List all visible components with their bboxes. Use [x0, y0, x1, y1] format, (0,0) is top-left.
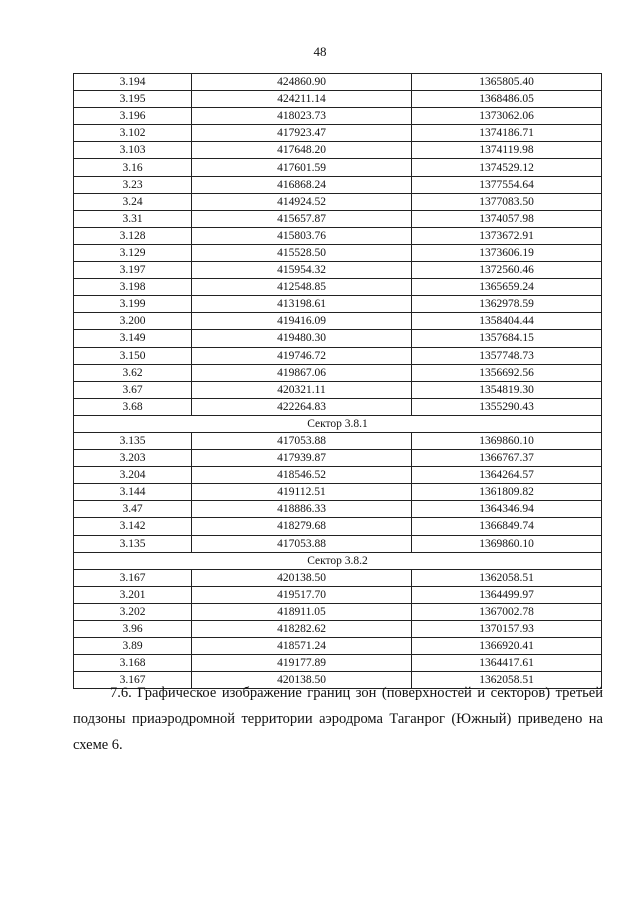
y-coordinate-cell: 1361809.82 [412, 484, 602, 501]
sector-header-row [74, 552, 602, 569]
y-coordinate-cell: 1358404.44 [412, 313, 602, 330]
point-number-cell: 3.199 [74, 296, 192, 313]
point-number-cell: 3.129 [74, 244, 192, 261]
point-number-cell: 3.47 [74, 501, 192, 518]
table-row [74, 432, 602, 449]
point-number-cell: 3.203 [74, 450, 192, 467]
point-number-cell: 3.195 [74, 91, 192, 108]
x-coordinate-cell: 413198.61 [192, 296, 412, 313]
x-coordinate-cell: 419480.30 [192, 330, 412, 347]
y-coordinate-cell: 1370157.93 [412, 621, 602, 638]
table-row [74, 518, 602, 535]
x-coordinate-cell: 412548.85 [192, 279, 412, 296]
point-number-cell: 3.201 [74, 586, 192, 603]
y-coordinate-cell: 1372560.46 [412, 262, 602, 279]
table-row [74, 296, 602, 313]
point-number-cell: 3.24 [74, 193, 192, 210]
point-number-cell: 3.197 [74, 262, 192, 279]
sector-label: Сектор 3.8.2 [74, 552, 602, 569]
y-coordinate-cell: 1362058.51 [412, 569, 602, 586]
y-coordinate-cell: 1374529.12 [412, 159, 602, 176]
point-number-cell: 3.200 [74, 313, 192, 330]
table-row [74, 227, 602, 244]
point-number-cell: 3.135 [74, 432, 192, 449]
point-number-cell: 3.135 [74, 535, 192, 552]
y-coordinate-cell: 1366849.74 [412, 518, 602, 535]
table-row [74, 569, 602, 586]
x-coordinate-cell: 417053.88 [192, 535, 412, 552]
y-coordinate-cell: 1373672.91 [412, 227, 602, 244]
page-number: 48 [313, 44, 327, 59]
x-coordinate-cell: 417053.88 [192, 432, 412, 449]
x-coordinate-cell: 418911.05 [192, 603, 412, 620]
table-row [74, 142, 602, 159]
y-coordinate-cell: 1368486.05 [412, 91, 602, 108]
table-row [74, 313, 602, 330]
y-coordinate-cell: 1374057.98 [412, 210, 602, 227]
table-row [74, 244, 602, 261]
table-row [74, 586, 602, 603]
y-coordinate-cell: 1369860.10 [412, 535, 602, 552]
table-row [74, 125, 602, 142]
y-coordinate-cell: 1364417.61 [412, 655, 602, 672]
x-coordinate-cell: 417923.47 [192, 125, 412, 142]
table-row [74, 347, 602, 364]
table-row [74, 108, 602, 125]
x-coordinate-cell: 416868.24 [192, 176, 412, 193]
point-number-cell: 3.168 [74, 655, 192, 672]
x-coordinate-cell: 418279.68 [192, 518, 412, 535]
point-number-cell: 3.96 [74, 621, 192, 638]
y-coordinate-cell: 1357684.15 [412, 330, 602, 347]
point-number-cell: 3.31 [74, 210, 192, 227]
body-paragraph: 7.6. Графическое изображение границ зон (поверхностей и секторов) третьей подзоны приаэродромной территории аэродрома Таганрог (Южный) приведено на схеме 6. [73, 685, 603, 753]
y-coordinate-cell: 1369860.10 [412, 432, 602, 449]
x-coordinate-cell: 418023.73 [192, 108, 412, 125]
table-row [74, 603, 602, 620]
point-number-cell: 3.198 [74, 279, 192, 296]
table-row [74, 621, 602, 638]
y-coordinate-cell: 1362058.51 [412, 672, 602, 689]
point-number-cell: 3.128 [74, 227, 192, 244]
y-coordinate-cell: 1354819.30 [412, 381, 602, 398]
coordinates-table [73, 73, 602, 689]
y-coordinate-cell: 1356692.56 [412, 364, 602, 381]
y-coordinate-cell: 1365659.24 [412, 279, 602, 296]
y-coordinate-cell: 1364264.57 [412, 467, 602, 484]
table-row [74, 210, 602, 227]
y-coordinate-cell: 1362978.59 [412, 296, 602, 313]
x-coordinate-cell: 419177.89 [192, 655, 412, 672]
x-coordinate-cell: 422264.83 [192, 398, 412, 415]
point-number-cell: 3.89 [74, 638, 192, 655]
y-coordinate-cell: 1366767.37 [412, 450, 602, 467]
y-coordinate-cell: 1377083.50 [412, 193, 602, 210]
table-row [74, 330, 602, 347]
x-coordinate-cell: 417601.59 [192, 159, 412, 176]
table-row [74, 398, 602, 415]
x-coordinate-cell: 420321.11 [192, 381, 412, 398]
point-number-cell: 3.103 [74, 142, 192, 159]
coordinates-table-body [74, 74, 602, 689]
y-coordinate-cell: 1374186.71 [412, 125, 602, 142]
y-coordinate-cell: 1364346.94 [412, 501, 602, 518]
x-coordinate-cell: 424860.90 [192, 74, 412, 91]
point-number-cell: 3.23 [74, 176, 192, 193]
x-coordinate-cell: 418886.33 [192, 501, 412, 518]
x-coordinate-cell: 418571.24 [192, 638, 412, 655]
x-coordinate-cell: 420138.50 [192, 569, 412, 586]
point-number-cell: 3.167 [74, 569, 192, 586]
table-row [74, 467, 602, 484]
table-row [74, 655, 602, 672]
y-coordinate-cell: 1367002.78 [412, 603, 602, 620]
y-coordinate-cell: 1374119.98 [412, 142, 602, 159]
x-coordinate-cell: 417939.87 [192, 450, 412, 467]
x-coordinate-cell: 419746.72 [192, 347, 412, 364]
x-coordinate-cell: 415954.32 [192, 262, 412, 279]
table-row [74, 535, 602, 552]
table-row [74, 193, 602, 210]
x-coordinate-cell: 415803.76 [192, 227, 412, 244]
x-coordinate-cell: 415528.50 [192, 244, 412, 261]
y-coordinate-cell: 1373606.19 [412, 244, 602, 261]
table-row [74, 484, 602, 501]
table-row [74, 279, 602, 296]
x-coordinate-cell: 419867.06 [192, 364, 412, 381]
point-number-cell: 3.196 [74, 108, 192, 125]
table-row [74, 159, 602, 176]
x-coordinate-cell: 418282.62 [192, 621, 412, 638]
point-number-cell: 3.62 [74, 364, 192, 381]
table-row [74, 501, 602, 518]
sector-label: Сектор 3.8.1 [74, 415, 602, 432]
y-coordinate-cell: 1364499.97 [412, 586, 602, 603]
sector-header-row [74, 415, 602, 432]
point-number-cell: 3.67 [74, 381, 192, 398]
point-number-cell: 3.142 [74, 518, 192, 535]
x-coordinate-cell: 424211.14 [192, 91, 412, 108]
y-coordinate-cell: 1355290.43 [412, 398, 602, 415]
x-coordinate-cell: 414924.52 [192, 193, 412, 210]
point-number-cell: 3.167 [74, 672, 192, 689]
point-number-cell: 3.144 [74, 484, 192, 501]
x-coordinate-cell: 420138.50 [192, 672, 412, 689]
point-number-cell: 3.102 [74, 125, 192, 142]
table-row [74, 381, 602, 398]
table-row [74, 74, 602, 91]
y-coordinate-cell: 1365805.40 [412, 74, 602, 91]
table-row [74, 91, 602, 108]
point-number-cell: 3.16 [74, 159, 192, 176]
table-row [74, 638, 602, 655]
table-row [74, 176, 602, 193]
x-coordinate-cell: 419517.70 [192, 586, 412, 603]
x-coordinate-cell: 417648.20 [192, 142, 412, 159]
table-row [74, 262, 602, 279]
y-coordinate-cell: 1357748.73 [412, 347, 602, 364]
y-coordinate-cell: 1377554.64 [412, 176, 602, 193]
x-coordinate-cell: 419416.09 [192, 313, 412, 330]
y-coordinate-cell: 1366920.41 [412, 638, 602, 655]
table-row [74, 364, 602, 381]
point-number-cell: 3.68 [74, 398, 192, 415]
table-row [74, 450, 602, 467]
point-number-cell: 3.204 [74, 467, 192, 484]
point-number-cell: 3.194 [74, 74, 192, 91]
point-number-cell: 3.202 [74, 603, 192, 620]
x-coordinate-cell: 415657.87 [192, 210, 412, 227]
point-number-cell: 3.149 [74, 330, 192, 347]
x-coordinate-cell: 418546.52 [192, 467, 412, 484]
point-number-cell: 3.150 [74, 347, 192, 364]
x-coordinate-cell: 419112.51 [192, 484, 412, 501]
y-coordinate-cell: 1373062.06 [412, 108, 602, 125]
